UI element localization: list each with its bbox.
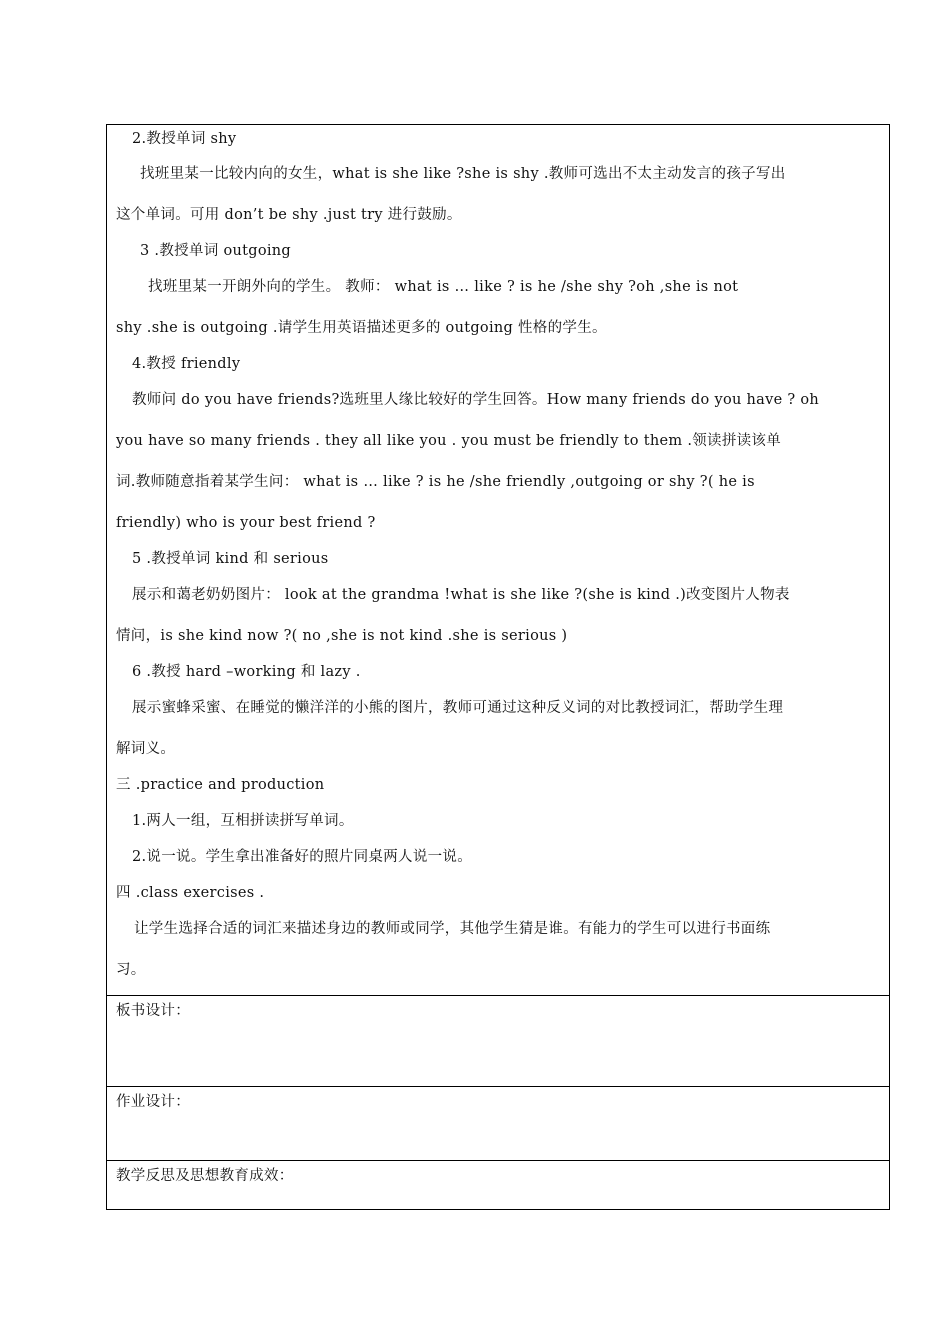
paragraph-line: 词.教师随意指着某学生问： what is … like ? is he /she friendly ,outgoing or shy ?( he is — [116, 474, 755, 490]
reflection-cell — [107, 1161, 889, 1209]
paragraph-line: 展示和蔼老奶奶图片： look at the grandma !what is she like ?(she is kind .)改变图片人物表 — [132, 587, 790, 603]
paragraph-line: friendly) who is your best friend ? — [116, 515, 376, 531]
step-shy-heading: 2.教授单词 shy — [132, 131, 237, 147]
paragraph-line: 找班里某一比较内向的女生，what is she like ?she is shy .教师可选出不太主动发言的孩子写出 — [140, 166, 786, 182]
paragraph-line: 展示蜜蜂采蜜、在睡觉的懒洋洋的小熊的图片，教师可通过这种反义词的对比教授词汇，帮助学生理 — [132, 700, 784, 716]
teaching-process-cell — [107, 125, 889, 996]
step-kind-serious-heading: 5 .教授单词 kind 和 serious — [132, 551, 329, 567]
paragraph-line: 习。 — [116, 962, 146, 978]
homework-design-cell — [107, 1087, 889, 1161]
paragraph-line: you have so many friends . they all like you . you must be friendly to them .领读拼读该单 — [116, 433, 782, 449]
board-design-label: 板书设计： — [116, 1003, 190, 1019]
paragraph-line: 情问，is she kind now ?( no ,she is not kind .she is serious ) — [116, 628, 568, 644]
paragraph-line: 解词义。 — [116, 741, 176, 757]
step-outgoing-heading: 3 .教授单词 outgoing — [140, 243, 292, 259]
paragraph-line: 找班里某一开朗外向的学生。 教师： what is … like ? is he /she shy ?oh ,she is not — [148, 279, 739, 295]
board-design-cell — [107, 996, 889, 1087]
step-hardworking-lazy-heading: 6 .教授 hard –working 和 lazy . — [132, 664, 361, 680]
section-practice-heading: 三 .practice and production — [116, 777, 325, 793]
reflection-label: 教学反思及思想教育成效： — [116, 1168, 294, 1184]
paragraph-line: 1.两人一组，互相拼读拼写单词。 — [132, 813, 354, 829]
paragraph-line: 教师问 do you have friends?选班里人缘比较好的学生回答。How many friends do you have ? oh — [132, 392, 820, 408]
paragraph-line: shy .she is outgoing .请学生用英语描述更多的 outgoing 性格的学生。 — [116, 320, 607, 336]
paragraph-line: 这个单词。可用 don’t be shy .just try 进行鼓励。 — [116, 207, 462, 223]
paragraph-line: 让学生选择合适的词汇来描述身边的教师或同学，其他学生猜是谁。有能力的学生可以进行书面练 — [134, 921, 771, 937]
homework-design-label: 作业设计： — [116, 1094, 190, 1110]
step-friendly-heading: 4.教授 friendly — [132, 356, 241, 372]
lesson-plan-table — [106, 124, 890, 1210]
paragraph-line: 2.说一说。学生拿出准备好的照片同桌两人说一说。 — [132, 849, 473, 865]
section-exercises-heading: 四 .class exercises . — [116, 885, 265, 901]
